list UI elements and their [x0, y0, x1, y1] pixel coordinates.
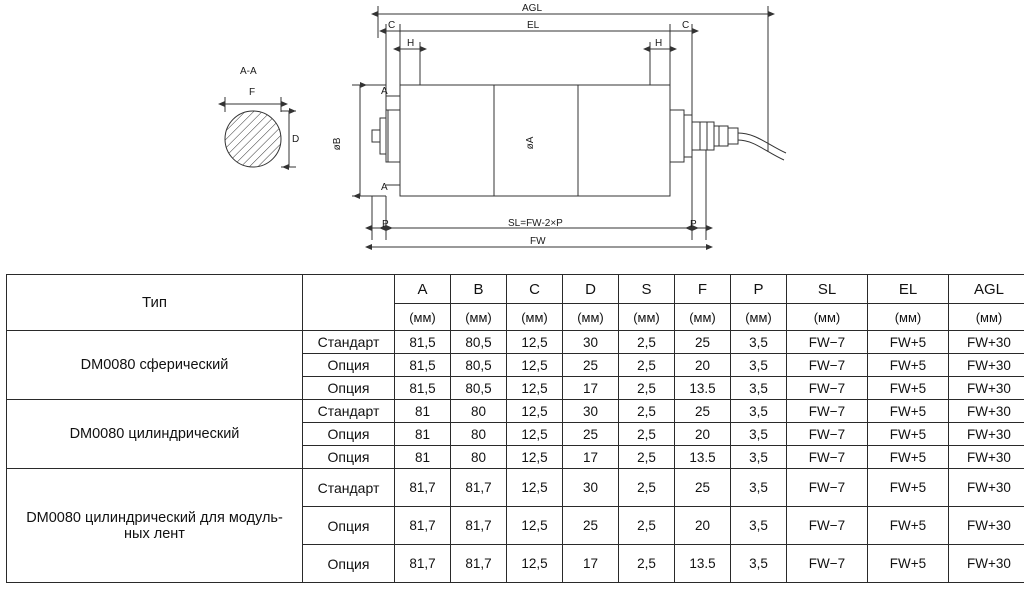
table-row [7, 331, 1024, 354]
cell-agl: FW+30 [949, 545, 1024, 583]
cell-b: 80 [451, 446, 507, 469]
row-variant-label: Стандарт [303, 400, 395, 423]
header-column-s: S [619, 275, 675, 304]
header-column-c: C [507, 275, 563, 304]
technical-drawing [0, 0, 1024, 272]
cell-el: FW+5 [868, 377, 949, 400]
label-section-aa: A-A [240, 66, 257, 77]
cell-b: 81,7 [451, 507, 507, 545]
label-fw: FW [530, 236, 546, 247]
header-column-f: F [675, 275, 731, 304]
cell-d: 25 [563, 507, 619, 545]
label-d: D [292, 134, 300, 145]
specification-table [6, 274, 1024, 583]
cell-c: 12,5 [507, 423, 563, 446]
header-column-b: B [451, 275, 507, 304]
label-sl: SL=FW-2×P [508, 218, 563, 229]
label-el: EL [527, 20, 540, 31]
cell-f: 25 [675, 331, 731, 354]
cell-p: 3,5 [731, 400, 787, 423]
header-column-d: D [563, 275, 619, 304]
roller-main-view [372, 85, 786, 196]
cell-sl: FW−7 [787, 354, 868, 377]
cell-s: 2,5 [619, 423, 675, 446]
cell-agl: FW+30 [949, 446, 1024, 469]
cell-agl: FW+30 [949, 377, 1024, 400]
cell-p: 3,5 [731, 469, 787, 507]
cell-b: 80,5 [451, 331, 507, 354]
cell-p: 3,5 [731, 446, 787, 469]
cell-agl: FW+30 [949, 469, 1024, 507]
cell-s: 2,5 [619, 331, 675, 354]
cell-a: 81 [395, 446, 451, 469]
cell-a: 81 [395, 423, 451, 446]
cell-el: FW+5 [868, 545, 949, 583]
cell-f: 20 [675, 423, 731, 446]
row-variant-label: Стандарт [303, 469, 395, 507]
cell-d: 30 [563, 331, 619, 354]
cell-sl: FW−7 [787, 446, 868, 469]
row-variant-label: Опция [303, 545, 395, 583]
cell-d: 17 [563, 545, 619, 583]
header-column-sl: SL [787, 275, 868, 304]
header-unit-d: (мм) [563, 304, 619, 331]
cell-agl: FW+30 [949, 354, 1024, 377]
cell-sl: FW−7 [787, 423, 868, 446]
header-unit-c: (мм) [507, 304, 563, 331]
table-row [7, 400, 1024, 423]
label-a-bottom: A [381, 182, 388, 193]
cell-sl: FW−7 [787, 331, 868, 354]
cell-sl: FW−7 [787, 377, 868, 400]
cell-p: 3,5 [731, 331, 787, 354]
cell-f: 20 [675, 507, 731, 545]
cell-sl: FW−7 [787, 545, 868, 583]
cell-sl: FW−7 [787, 469, 868, 507]
cell-c: 12,5 [507, 545, 563, 583]
cell-c: 12,5 [507, 331, 563, 354]
cell-a: 81,5 [395, 354, 451, 377]
table-row [7, 469, 1024, 507]
cell-p: 3,5 [731, 423, 787, 446]
header-column-agl: AGL [949, 275, 1024, 304]
cell-el: FW+5 [868, 507, 949, 545]
row-variant-label: Опция [303, 377, 395, 400]
label-h-right: H [655, 38, 663, 49]
cell-el: FW+5 [868, 331, 949, 354]
cell-a: 81,5 [395, 377, 451, 400]
cell-p: 3,5 [731, 354, 787, 377]
header-column-a: A [395, 275, 451, 304]
row-variant-label: Опция [303, 423, 395, 446]
cell-b: 80,5 [451, 377, 507, 400]
label-p-right: P [690, 219, 697, 230]
row-type-label: DM0080 сферический [7, 331, 303, 400]
cell-s: 2,5 [619, 469, 675, 507]
cell-c: 12,5 [507, 446, 563, 469]
row-variant-label: Стандарт [303, 331, 395, 354]
label-f: F [249, 87, 256, 98]
header-unit-el: (мм) [868, 304, 949, 331]
cell-b: 80 [451, 400, 507, 423]
cell-f: 25 [675, 469, 731, 507]
cell-s: 2,5 [619, 400, 675, 423]
header-type: Тип [7, 275, 303, 331]
row-variant-label: Опция [303, 507, 395, 545]
cell-a: 81,7 [395, 507, 451, 545]
row-variant-label: Опция [303, 354, 395, 377]
label-p-left: P [382, 219, 389, 230]
cell-agl: FW+30 [949, 507, 1024, 545]
row-type-label: DM0080 цилиндрический [7, 400, 303, 469]
row-type-label: DM0080 цилиндрический для модуль-ных лент [7, 469, 303, 583]
cell-a: 81 [395, 400, 451, 423]
cell-d: 17 [563, 377, 619, 400]
header-unit-p: (мм) [731, 304, 787, 331]
cell-d: 25 [563, 354, 619, 377]
cell-s: 2,5 [619, 354, 675, 377]
cell-c: 12,5 [507, 469, 563, 507]
cell-p: 3,5 [731, 507, 787, 545]
header-unit-f: (мм) [675, 304, 731, 331]
cell-c: 12,5 [507, 354, 563, 377]
label-h-left: H [407, 38, 415, 49]
label-c-left: C [388, 20, 396, 31]
label-dia-b: øB [332, 137, 343, 151]
cell-f: 25 [675, 400, 731, 423]
cell-el: FW+5 [868, 469, 949, 507]
cell-agl: FW+30 [949, 331, 1024, 354]
cell-f: 13.5 [675, 377, 731, 400]
cell-el: FW+5 [868, 354, 949, 377]
cell-s: 2,5 [619, 377, 675, 400]
cell-a: 81,7 [395, 545, 451, 583]
cell-sl: FW−7 [787, 507, 868, 545]
label-agl: AGL [522, 3, 543, 14]
row-variant-label: Опция [303, 446, 395, 469]
cell-s: 2,5 [619, 507, 675, 545]
cell-p: 3,5 [731, 545, 787, 583]
cell-agl: FW+30 [949, 423, 1024, 446]
cell-el: FW+5 [868, 423, 949, 446]
header-unit-b: (мм) [451, 304, 507, 331]
section-view-aa [225, 97, 296, 167]
cell-d: 25 [563, 423, 619, 446]
cell-f: 13.5 [675, 446, 731, 469]
cell-p: 3,5 [731, 377, 787, 400]
cell-b: 80 [451, 423, 507, 446]
cell-s: 2,5 [619, 446, 675, 469]
cell-b: 80,5 [451, 354, 507, 377]
cell-agl: FW+30 [949, 400, 1024, 423]
label-c-right: C [682, 20, 690, 31]
cell-c: 12,5 [507, 400, 563, 423]
header-unit-sl: (мм) [787, 304, 868, 331]
cell-a: 81,5 [395, 331, 451, 354]
header-column-el: EL [868, 275, 949, 304]
label-dia-a: øA [525, 136, 536, 150]
header-column-p: P [731, 275, 787, 304]
cell-el: FW+5 [868, 400, 949, 423]
cell-d: 30 [563, 469, 619, 507]
header-variant [303, 275, 395, 331]
cell-el: FW+5 [868, 446, 949, 469]
header-unit-agl: (мм) [949, 304, 1024, 331]
header-unit-s: (мм) [619, 304, 675, 331]
label-a-top: A [381, 86, 388, 97]
table-header-row-letters [7, 275, 1024, 304]
cell-f: 13.5 [675, 545, 731, 583]
cell-sl: FW−7 [787, 400, 868, 423]
cell-b: 81,7 [451, 469, 507, 507]
cell-d: 17 [563, 446, 619, 469]
header-unit-a: (мм) [395, 304, 451, 331]
cell-b: 81,7 [451, 545, 507, 583]
cell-s: 2,5 [619, 545, 675, 583]
cell-f: 20 [675, 354, 731, 377]
cell-d: 30 [563, 400, 619, 423]
cell-a: 81,7 [395, 469, 451, 507]
cell-c: 12,5 [507, 377, 563, 400]
cell-c: 12,5 [507, 507, 563, 545]
